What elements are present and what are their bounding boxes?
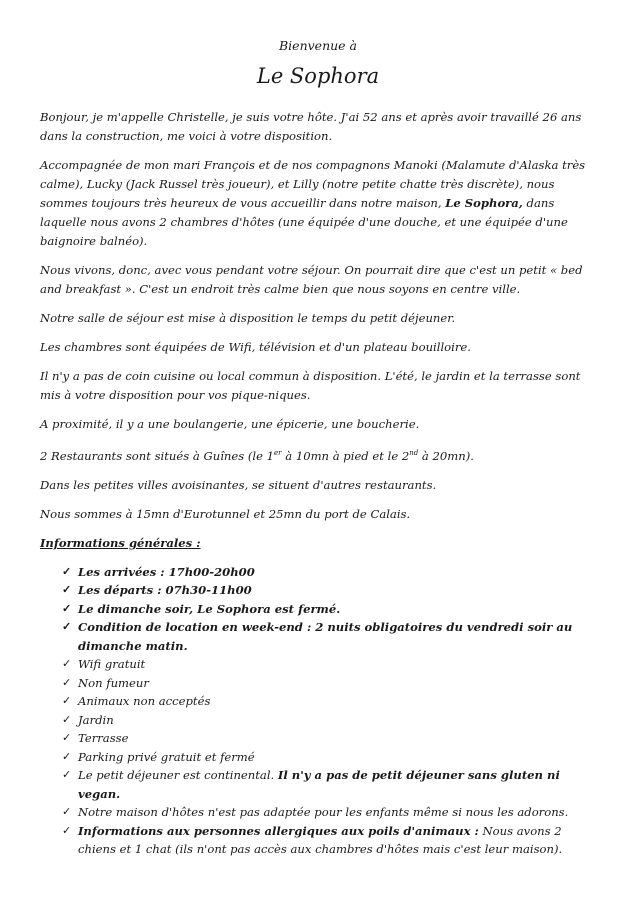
- second-sup: nd: [409, 449, 419, 457]
- first-sup: er: [274, 449, 282, 457]
- living-room-paragraph: Notre salle de séjour est mise à disposition le temps du petit déjeuner.: [40, 311, 456, 325]
- nearby-shops-paragraph: A proximité, il y a une boulangerie, une épicerie, une boucherie.: [40, 417, 420, 431]
- restaurants-text-b: à 10mn à pied et le 2: [281, 448, 410, 463]
- allergy-bold-text: Informations aux personnes allergiques aux poils d'animaux :: [78, 823, 479, 838]
- intro-paragraph: Bonjour, je m'appelle Christelle, je suis votre hôte. J'ai 52 ans et après avoir travaillé 26 ans dans la construction, me voici à votre disposition.: [40, 110, 582, 143]
- check-icon: ✓: [62, 675, 72, 689]
- check-icon: ✓: [62, 768, 72, 782]
- info-heading: Informations générales :: [40, 535, 201, 550]
- allergy-text: Nous avons 2 chiens et 1 chat (ils n'ont pas accès aux chambres d'hôtes mais c'est leur maison).: [78, 823, 563, 857]
- check-icon: ✓: [62, 564, 72, 578]
- check-icon: ✓: [62, 620, 72, 634]
- list-item: [62, 803, 600, 822]
- family-text-end: dans laquelle nous avons 2 chambres d'hôtes (une équipée d'une douche, et une équipée d'une baignoire balnéo).: [40, 196, 568, 248]
- restaurants-text-a: 2 Restaurants sont situés à Guînes (le 1: [40, 448, 275, 463]
- rooms-paragraph: Les chambres sont équipées de Wifi, télévision et d'un plateau bouilloire.: [40, 340, 471, 354]
- smoking-text: Non fumeur: [78, 675, 149, 690]
- list-item: [62, 692, 600, 711]
- check-icon: ✓: [62, 583, 72, 597]
- check-icon: ✓: [62, 712, 72, 726]
- check-icon: ✓: [62, 805, 72, 819]
- list-item: [62, 674, 600, 693]
- info-list: [40, 563, 600, 859]
- departures-text: Les départs : 07h30-11h00: [78, 583, 252, 598]
- stay-paragraph: Nous vivons, donc, avec vous pendant votre séjour. On pourrait dire que c'est un petit « bed and breakfast ». C'est un endroit très calme bien que nous soyons en centre ville.: [40, 263, 583, 296]
- nearby-towns-paragraph: Dans les petites villes avoisinantes, se situent d'autres restaurants.: [40, 477, 437, 492]
- family-paragraph: [40, 156, 600, 251]
- weekend-text: Condition de location en week-end : 2 nuits obligatoires du vendredi soir au dimanche matin.: [78, 620, 573, 653]
- arrivals-text: Les arrivées : 17h00-20h00: [78, 564, 255, 579]
- list-item: [62, 581, 600, 600]
- check-icon: ✓: [62, 657, 72, 671]
- document-body: [40, 108, 600, 859]
- list-item: [62, 748, 600, 767]
- breakfast-bold-text: Il n'y a pas de petit déjeuner sans gluten ni vegan.: [78, 768, 560, 801]
- breakfast-text: Le petit déjeuner est continental.: [78, 768, 278, 783]
- page-title: Le Sophora: [256, 64, 380, 88]
- list-item: [62, 655, 600, 674]
- list-item: [62, 618, 600, 655]
- restaurants-paragraph: [40, 444, 600, 466]
- list-item: [62, 563, 600, 582]
- children-text: Notre maison d'hôtes n'est pas adaptée pour les enfants même si nous les adorons.: [78, 805, 569, 820]
- parking-text: Parking privé gratuit et fermé: [78, 749, 255, 764]
- welcome-text: Bienvenue à: [278, 38, 357, 53]
- terrace-text: Terrasse: [78, 731, 129, 746]
- list-item: [62, 600, 600, 619]
- list-item: [62, 729, 600, 748]
- restaurants-text-c: à 20mn).: [418, 448, 474, 463]
- check-icon: ✓: [62, 694, 72, 708]
- wifi-text: Wifi gratuit: [78, 657, 146, 672]
- distance-paragraph: Nous sommes à 15mn d'Eurotunnel et 25mn du port de Calais.: [40, 506, 411, 521]
- kitchen-paragraph: Il n'y a pas de coin cuisine ou local commun à disposition. L'été, le jardin et la terrasse sont mis à votre disposition pour vos pique-niques.: [40, 369, 581, 402]
- check-icon: ✓: [62, 749, 72, 763]
- garden-text: Jardin: [78, 712, 114, 727]
- list-item: [62, 822, 600, 859]
- list-item: [62, 766, 600, 803]
- house-name: Le Sophora,: [445, 196, 523, 210]
- check-icon: ✓: [62, 823, 72, 837]
- list-item: [62, 711, 600, 730]
- check-icon: ✓: [62, 731, 72, 745]
- pets-text: Animaux non acceptés: [78, 694, 211, 709]
- sunday-text: Le dimanche soir, Le Sophora est fermé.: [78, 601, 341, 616]
- check-icon: ✓: [62, 601, 72, 615]
- family-text-start: Accompagnée de mon mari François et de nos compagnons Manoki (Malamute d'Alaska très calme), Lucky (Jack Russel très joueur), et Lilly (notre petite chatte très discrète), nous sommes toujours très heureux de vous accueillir dans notre maison,: [40, 158, 586, 210]
